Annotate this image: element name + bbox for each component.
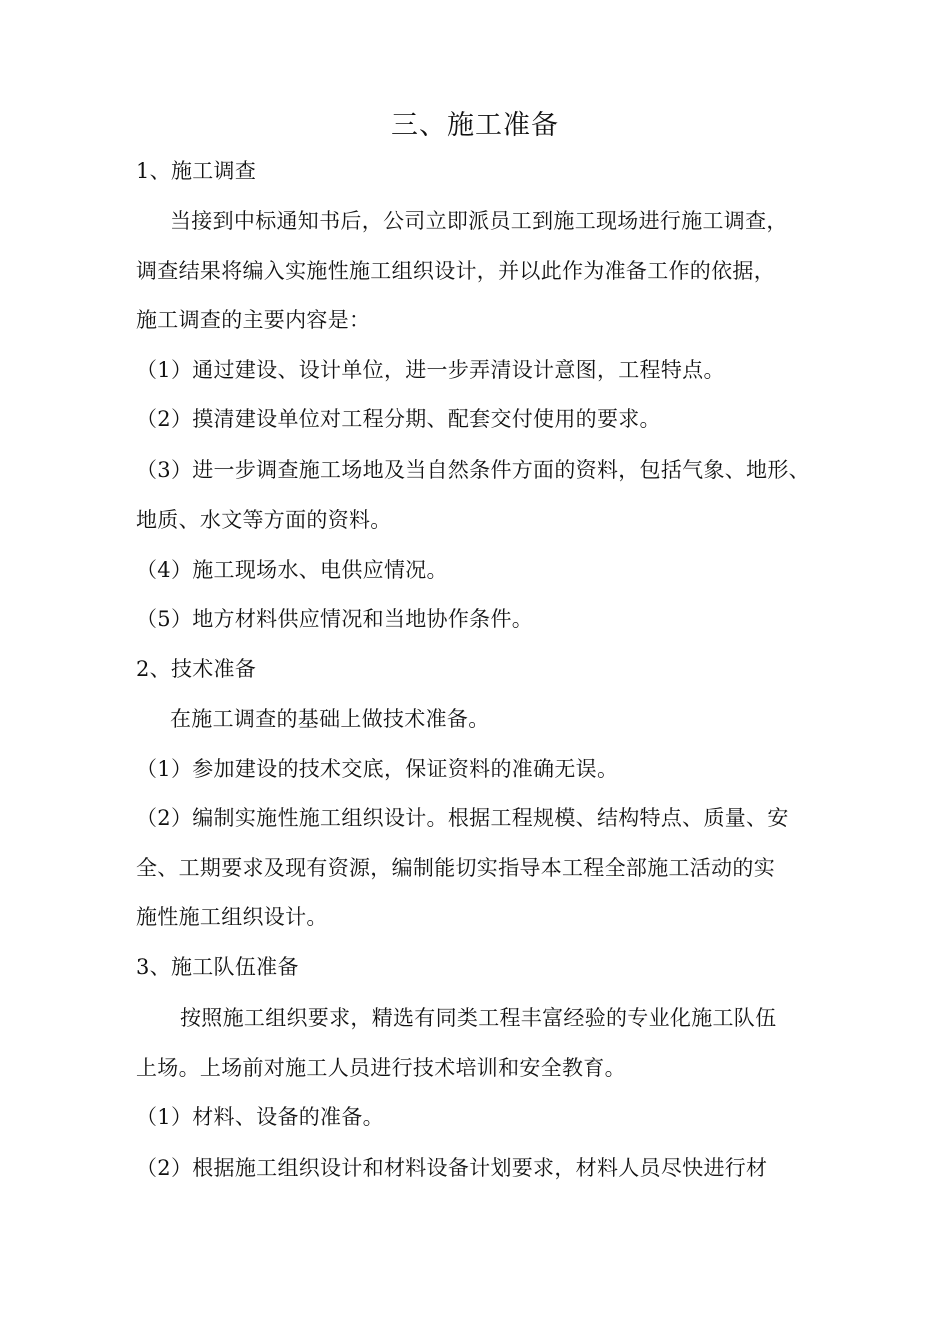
list-item: （2）根据施工组织设计和材料设备计划要求，材料人员尽快进行材 [136,1156,768,1180]
list-item: （1）材料、设备的准备。 [136,1105,384,1129]
paragraph-line: 上场。上场前对施工人员进行技术培训和安全教育。 [136,1056,626,1080]
list-item: （1）参加建设的技术交底，保证资料的准确无误。 [136,757,619,781]
list-item: （3）进一步调查施工场地及当自然条件方面的资料，包括气象、地形、 [136,458,810,482]
list-item: （4）施工现场水、电供应情况。 [136,558,448,582]
paragraph-line: 调查结果将编入实施性施工组织设计，并以此作为准备工作的依据， [136,259,775,283]
section-heading-survey: 1、施工调查 [136,159,257,183]
paragraph-line: 按照施工组织要求，精选有同类工程丰富经验的专业化施工队伍 [180,1006,777,1030]
page-title: 三、施工准备 [391,110,559,141]
paragraph-line: 在施工调查的基础上做技术准备。 [170,707,490,731]
section-heading-team: 3、施工队伍准备 [136,955,299,979]
paragraph-line: 全、工期要求及现有资源，编制能切实指导本工程全部施工活动的实 [136,856,775,880]
paragraph-line: 当接到中标通知书后，公司立即派员工到施工现场进行施工调查， [170,209,788,233]
list-item: （5）地方材料供应情况和当地协作条件。 [136,607,534,631]
paragraph-line: 地质、水文等方面的资料。 [136,508,392,532]
paragraph-line: 施工调查的主要内容是： [136,308,371,332]
paragraph-line: 施性施工组织设计。 [136,905,328,929]
section-heading-technical: 2、技术准备 [136,657,257,681]
list-item: （1）通过建设、设计单位，进一步弄清设计意图，工程特点。 [136,358,725,382]
list-item: （2）摸清建设单位对工程分期、配套交付使用的要求。 [136,407,661,431]
list-item: （2）编制实施性施工组织设计。根据工程规模、结构特点、质量、安 [136,806,789,830]
